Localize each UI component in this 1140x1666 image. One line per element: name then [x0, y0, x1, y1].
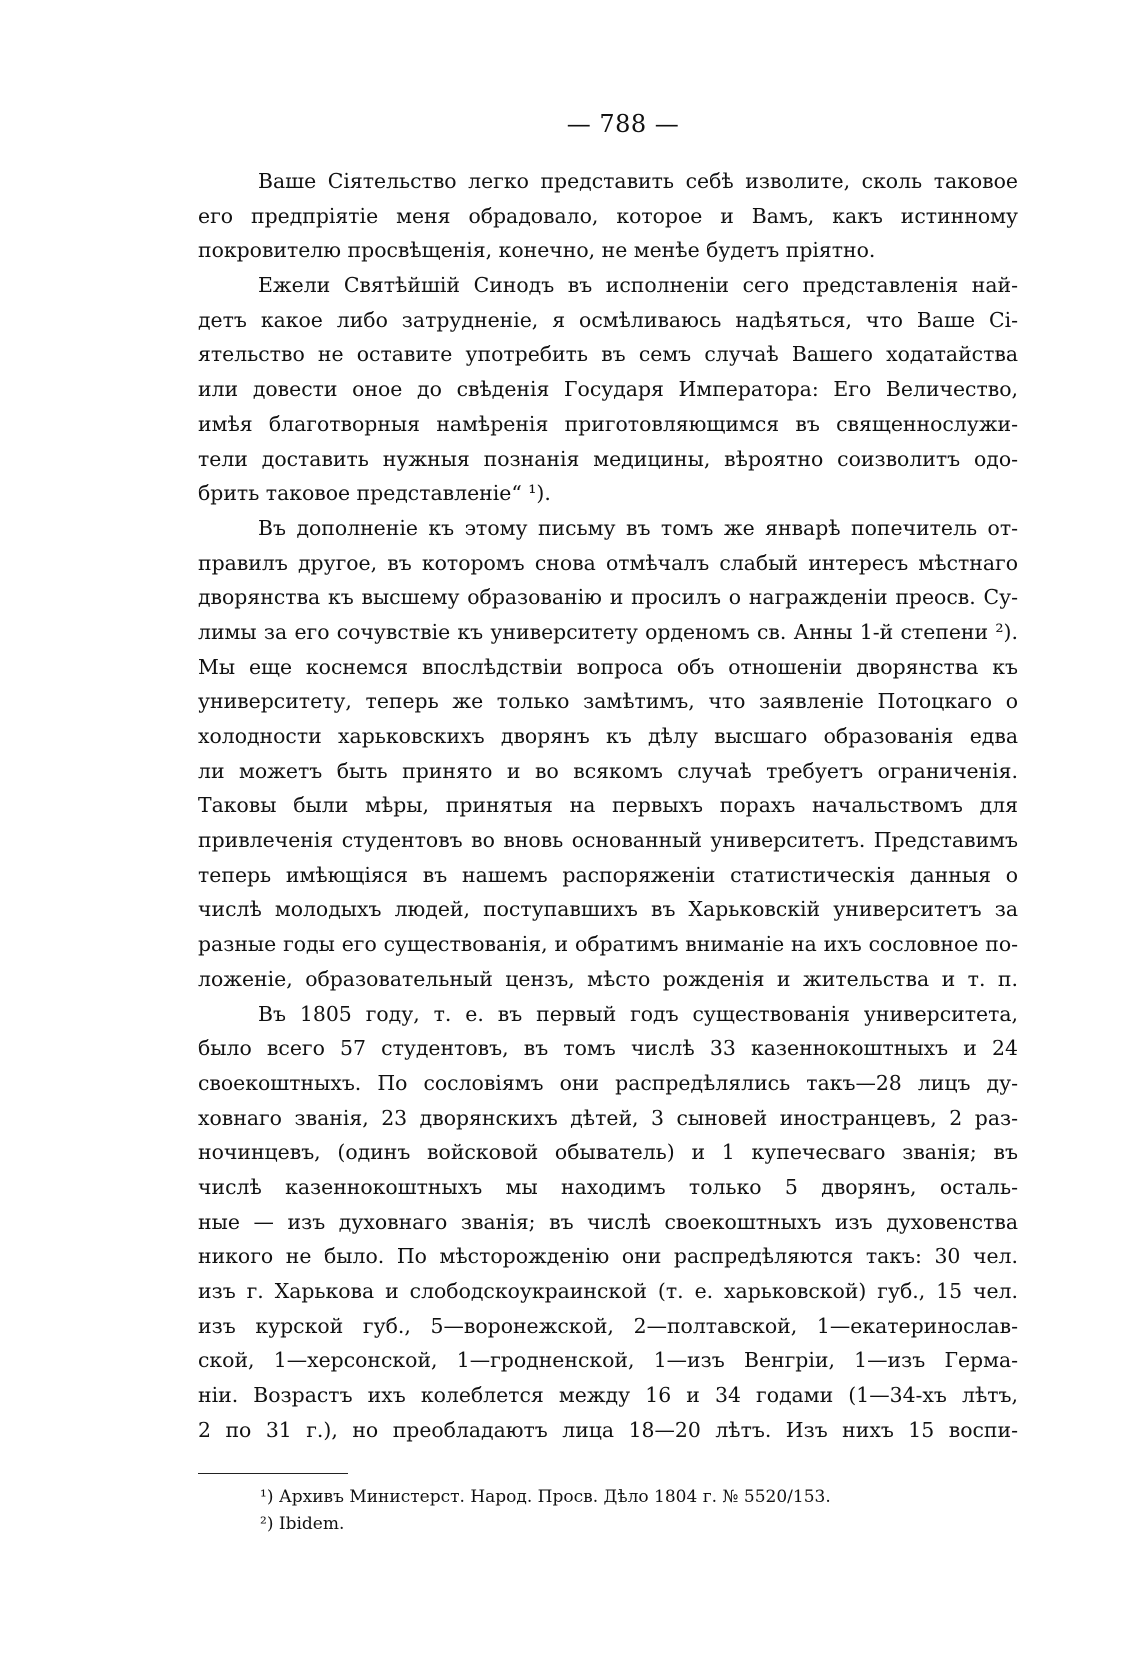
text-line: теперь имѣющiяся въ нашемъ распоряженiи статистическiя данныя о: [198, 862, 1018, 887]
footnote-divider: [198, 1473, 348, 1474]
text-line: 2 по 31 г.), но преобладаютъ лица 18—20 лѣтъ. Изъ нихъ 15 воспи-: [198, 1417, 1018, 1442]
text-line: покровителю просвѣщенiя, конечно, не менѣе будетъ прiятно.: [198, 238, 876, 263]
footnote-marker: ¹): [260, 1487, 279, 1508]
text-line: университету, теперь же только замѣтимъ, что заявленiе Потоцкаго о: [198, 689, 1018, 714]
text-line: никого не было. По мѣсторожденiю они распредѣляются такъ: 30 чел.: [198, 1244, 1018, 1269]
text-line: привлеченiя студентовъ во вновь основанный университетъ. Представимъ: [198, 828, 1018, 853]
text-line: было всего 57 студентовъ, въ томъ числѣ 33 казеннокоштныхъ и 24: [198, 1036, 1018, 1061]
text-line: разные годы его существованiя, и обратимъ вниманiе на ихъ сословное по-: [198, 932, 1018, 957]
text-line: числѣ молодыхъ людей, поступавшихъ въ Харьковскiй университетъ за: [198, 897, 1018, 922]
footnotes: [198, 1484, 1018, 1538]
text-line: Ваше Сiятельство легко представить себѣ изволите, сколь таковое: [258, 169, 1018, 193]
text-line: имѣя благотворныя намѣренiя приготовляющимся въ священнослужи-: [198, 411, 1018, 436]
text-line: детъ какое либо затрудненiе, я осмѣливаюсь надѣяться, что Ваше Сi-: [198, 307, 1018, 332]
text-line: тели доставить нужныя познанiя медицины, вѣроятно соизволитъ одо-: [198, 446, 1018, 471]
text-line: нiи. Возрастъ ихъ колеблется между 16 и 34 годами (1—34-хъ лѣтъ,: [198, 1383, 1018, 1408]
text-line: дворянства къ высшему образованiю и просилъ о награжденiи преосв. Су-: [198, 585, 1018, 610]
footnote-marker: ²): [260, 1514, 279, 1535]
text-line: Мы еще коснемся впослѣдствiи вопроса объ отношенiи дворянства къ: [198, 654, 1018, 679]
text-line: своекоштныхъ. По сословiямъ они распредѣлялись такъ—28 лицъ ду-: [198, 1070, 1018, 1095]
text-line: холодности харьковскихъ дворянъ къ дѣлу высшаго образованiя едва: [198, 724, 1018, 748]
text-line: изъ курской губ., 5—воронежской, 2—полтавской, 1—екатеринослав-: [198, 1313, 1018, 1338]
footnote-text: Архивъ Министерст. Народ. Просв. Дѣло 1804 г. № 5520/153.: [278, 1487, 831, 1508]
text-line: ховнаго званiя, 23 дворянскихъ дѣтей, 3 сыновей иностранцевъ, 2 раз-: [198, 1105, 1018, 1130]
text-line: ные — изъ духовнаго званiя; въ числѣ своекоштныхъ изъ духовенства: [198, 1209, 1018, 1234]
text-line: Ежели Святѣйшiй Синодъ въ исполненiи сего представленiя най-: [258, 273, 1018, 298]
text-line: ской, 1—херсонской, 1—гродненской, 1—изъ Венгрiи, 1—изъ Герма-: [198, 1348, 1018, 1373]
text-line: брить таковое представленiе“ ¹).: [198, 481, 551, 506]
text-line: Таковы были мѣры, принятыя на первыхъ порахъ начальствомъ для: [198, 793, 1018, 818]
text-line: его предпрiятiе меня обрадовало, которое и Вамъ, какъ истинному: [198, 203, 1018, 228]
text-line: или довести оное до свѣденiя Государя Императора: Его Величество,: [198, 377, 1018, 402]
text-line: Въ 1805 году, т. е. въ первый годъ существованiя университета,: [258, 1001, 1018, 1026]
text-line: ложенiе, образовательный цензъ, мѣсто рожденiя и жительства и т. п.: [198, 966, 1018, 991]
text-line: изъ г. Харькова и слободскоукраинской (т. е. харьковской) губ., 15 чел.: [198, 1279, 1018, 1303]
footnote: [198, 1484, 1018, 1511]
footnote-text: Ibidem.: [278, 1514, 345, 1535]
text-line: правилъ другое, въ которомъ снова отмѣчалъ слабый интересъ мѣстнаго: [198, 550, 1018, 575]
body-text: [198, 164, 1018, 1447]
text-line: ночинцевъ, (одинъ войсковой обыватель) и 1 купечесваго званiя; въ: [198, 1140, 1018, 1165]
page-number: — 788 —: [566, 110, 680, 138]
text-line: ятельство не оставите употребить въ семъ случаѣ Вашего ходатайства: [198, 342, 1018, 367]
text-line: числѣ казеннокоштныхъ мы находимъ только 5 дворянъ, осталь-: [198, 1174, 1018, 1199]
document-page: [198, 110, 1018, 1538]
text-line: лимы за его сочувствiе къ университету орденомъ св. Анны 1-й степени ²).: [198, 619, 1018, 644]
text-line: Въ дополненiе къ этому письму въ томъ же январѣ попечитель от-: [258, 515, 1018, 540]
text-line: ли можетъ быть принято и во всякомъ случаѣ требуетъ ограниченiя.: [198, 758, 1018, 783]
footnote: [198, 1511, 1018, 1538]
